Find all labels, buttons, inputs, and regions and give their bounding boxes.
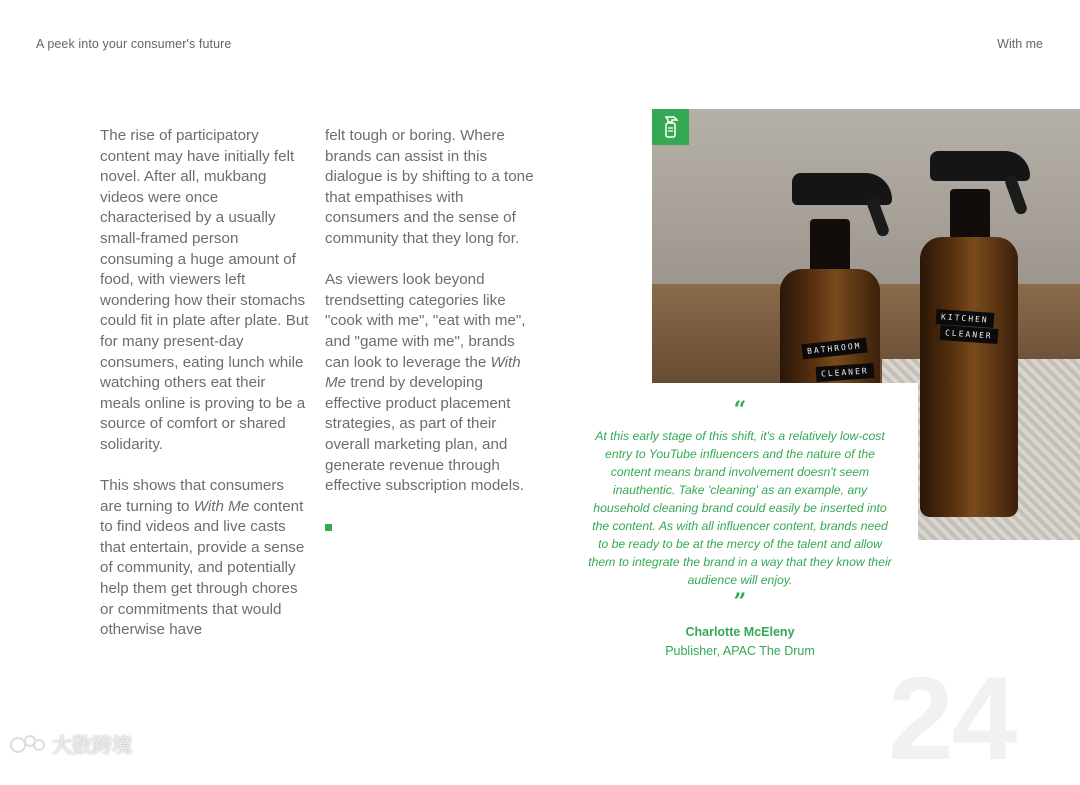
paragraph-text: As viewers look beyond trendsetting categories like "cook with me", "eat with me", and "game with me", brands can look to leverage the [325,271,526,371]
text-column-2 [325,126,535,538]
bottle-label: BATHROOM [801,338,867,360]
quote-text: At this early stage of this shift, it's a relatively low-cost entry to YouTube influencers and the nature of the content means brand involvement doesn't seem inauthentic. Take 'cleaning' as an example, any household cleaning brand could easily be inserted into the content. As with all influencer content, brands need to be ready to be at the mercy of the talent and allow them to integrate the brand in a way that they know their audience will enjoy. [588,429,892,587]
text-column-1 [100,126,310,661]
pull-quote [582,383,918,673]
paragraph-text: content to find videos and live casts that entertain, provide a sense of community, and potentially help them get through chores or commitments that would otherwise have [100,497,305,639]
quote-author: Charlotte McEleny [685,625,795,639]
section-label: With me [997,37,1043,51]
paragraph [325,270,535,497]
emphasis-text: With Me [325,353,521,392]
paragraph [100,476,310,641]
end-marker [325,524,332,531]
quote-author-role: Publisher, APAC The Drum [665,644,815,658]
watermark [8,729,132,758]
paragraph-text: This shows that consumers are turning to [100,477,285,515]
paragraph-text: trend by developing effective product placement strategies, as part of their overall marketing plan, and generate revenue through effective subscription models. [325,374,524,495]
bottle-label: CLEANER [816,363,875,382]
bottle-label: KITCHEN [936,309,995,328]
spray-bottle-icon [652,109,689,145]
watermark-logo-icon [8,733,46,755]
document-header-title: A peek into your consumer's future [36,37,232,51]
emphasis-text: With Me [193,497,250,515]
bottle-label: CLEANER [940,325,999,344]
paragraph: felt tough or boring. Where brands can assist in this dialogue is by shifting to a tone that empathises with consumers and the sense of community that they long for. [325,127,534,247]
page-number: 24 [888,653,1016,785]
watermark-text: 大数跨境 [52,735,132,757]
open-quote-mark: “ [733,397,747,423]
paragraph: The rise of participatory content may have initially felt novel. After all, mukbang videos were once characterised by a usually small-framed person consuming a huge amount of food, with viewers left wondering how their stomachs could fit in plate after plate. But for many present-day consumers, eating lunch while watching others eat their meals online is proving to be a source of comfort or shared solidarity. [100,127,309,453]
close-quote-mark: ” [733,589,747,615]
